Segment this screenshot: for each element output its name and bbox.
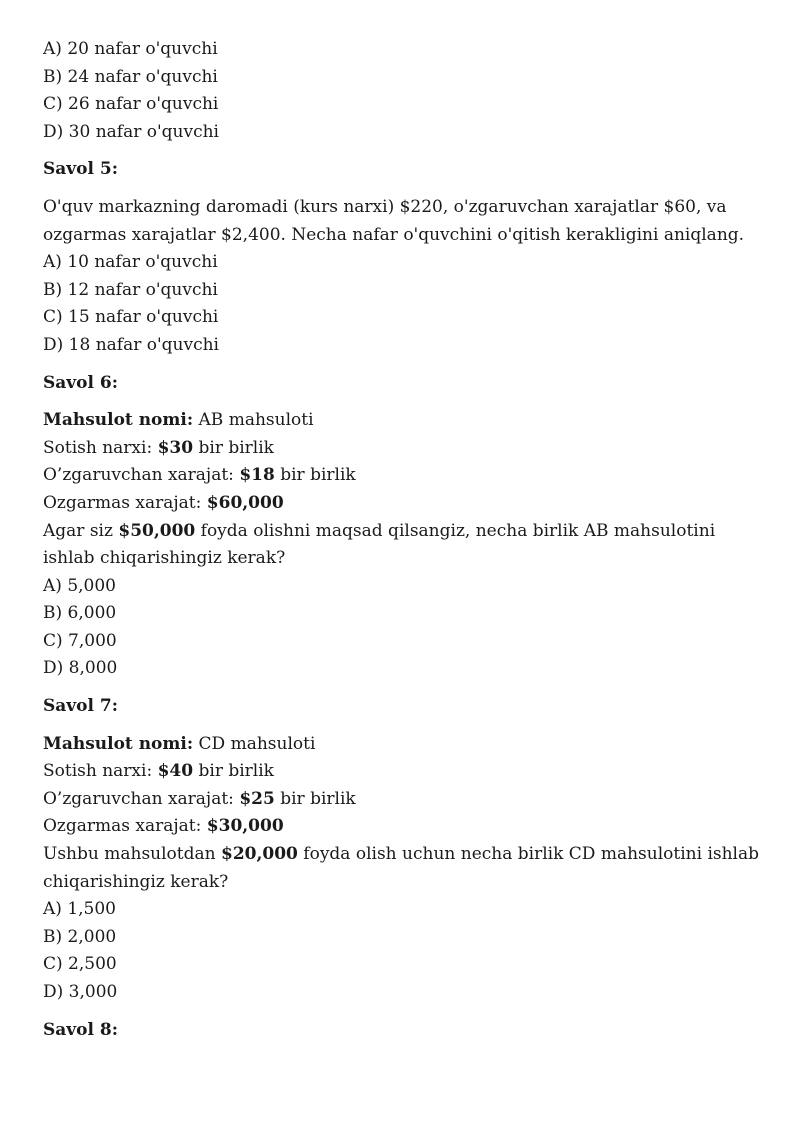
q6-variable-cost-line — [43, 462, 763, 490]
q4-option-a: A) 20 nafar o'quvchi — [43, 39, 218, 59]
question-8-heading: Savol 8: — [43, 1019, 118, 1040]
q6-price-line — [43, 435, 763, 463]
q7-product-line — [43, 731, 763, 759]
q7-fixed-value: $30,000 — [206, 816, 284, 837]
q6-fixed-label: Ozgarmas xarajat: — [43, 492, 207, 513]
q6-option-c: C) 7,000 — [43, 630, 117, 651]
q5-text: O'quv markazning daromadi (kurs narxi) $220, o'zgaruvchan xarajatlar $60, va ozgarmas xarajatlar $2,400. Necha nafar o'quvchini o'qitish kerakligini aniqlang. — [43, 196, 745, 245]
q7-option-c: C) 2,500 — [43, 954, 117, 975]
question-6-heading: Savol 6: — [43, 372, 118, 393]
q7-question-text — [43, 841, 763, 896]
q5-option-d: D) 18 nafar o'quvchi — [43, 334, 219, 355]
q7-price-line — [43, 758, 763, 786]
q6-option-d: D) 8,000 — [43, 658, 118, 679]
q4-option-c: C) 26 nafar o'quvchi — [43, 94, 219, 115]
q6-fixed-cost-line — [43, 490, 763, 518]
q7-price-unit: bir birlik — [193, 761, 274, 782]
q6-price-value: $30 — [157, 437, 194, 458]
q4-option-b: B) 24 nafar o'quvchi — [43, 66, 218, 87]
question-7-heading: Savol 7: — [43, 696, 118, 717]
q7-option-d: D) 3,000 — [43, 982, 118, 1002]
q6-price-unit: bir birlik — [193, 437, 274, 458]
q7-option-a: A) 1,500 — [43, 899, 116, 920]
document-page — [43, 36, 763, 1054]
q7-question-post: foyda olish uchun necha birlik CD mahsulotini ishlab chiqarishingiz kerak? — [43, 844, 760, 892]
q6-question-text — [43, 518, 763, 573]
q7-var-label: O’zgaruvchan xarajat: — [43, 788, 240, 809]
q7-price-label: Sotish narxi: — [43, 761, 158, 782]
q7-fixed-cost-line — [43, 813, 763, 841]
q6-question-post: foyda olishni maqsad qilsangiz, necha birlik AB mahsulotini ishlab chiqarishingiz kerak? — [43, 520, 716, 569]
q5-option-a: A) 10 nafar o'quvchi — [43, 252, 218, 273]
q6-var-unit: bir birlik — [274, 465, 356, 486]
q6-question-value: $50,000 — [118, 520, 196, 541]
q6-product-label: Mahsulot nomi: — [43, 410, 194, 431]
q6-option-b: B) 6,000 — [43, 603, 117, 624]
q5-option-c: C) 15 nafar o'quvchi — [43, 307, 219, 328]
q6-question-pre: Agar siz — [43, 520, 119, 541]
q6-fixed-value: $60,000 — [206, 492, 284, 513]
q7-product-name: CD mahsuloti — [193, 733, 316, 754]
q7-question-value: $20,000 — [221, 844, 298, 865]
question-7 — [43, 731, 763, 1007]
q6-product-name: AB mahsuloti — [193, 410, 314, 431]
q6-var-label: O’zgaruvchan xarajat: — [43, 465, 240, 486]
q7-variable-cost-line — [43, 786, 763, 814]
q7-product-label: Mahsulot nomi: — [43, 733, 194, 754]
question-6 — [43, 407, 763, 683]
q7-price-value: $40 — [157, 761, 194, 782]
q6-option-a: A) 5,000 — [43, 575, 116, 596]
q7-question-pre: Ushbu mahsulotdan — [43, 844, 221, 865]
q7-option-b: B) 2,000 — [43, 926, 117, 947]
question-5-heading: Savol 5: — [43, 159, 118, 180]
q6-var-value: $18 — [239, 465, 275, 486]
q5-option-b: B) 12 nafar o'quvchi — [43, 279, 218, 300]
q6-product-line — [43, 407, 763, 435]
q7-fixed-label: Ozgarmas xarajat: — [43, 816, 207, 837]
q7-var-unit: bir birlik — [274, 788, 356, 809]
question-5 — [43, 194, 763, 360]
q6-price-label: Sotish narxi: — [43, 437, 158, 458]
question-4-options — [43, 36, 763, 146]
q7-var-value: $25 — [239, 788, 275, 809]
q4-option-d: D) 30 nafar o'quvchi — [43, 121, 219, 142]
